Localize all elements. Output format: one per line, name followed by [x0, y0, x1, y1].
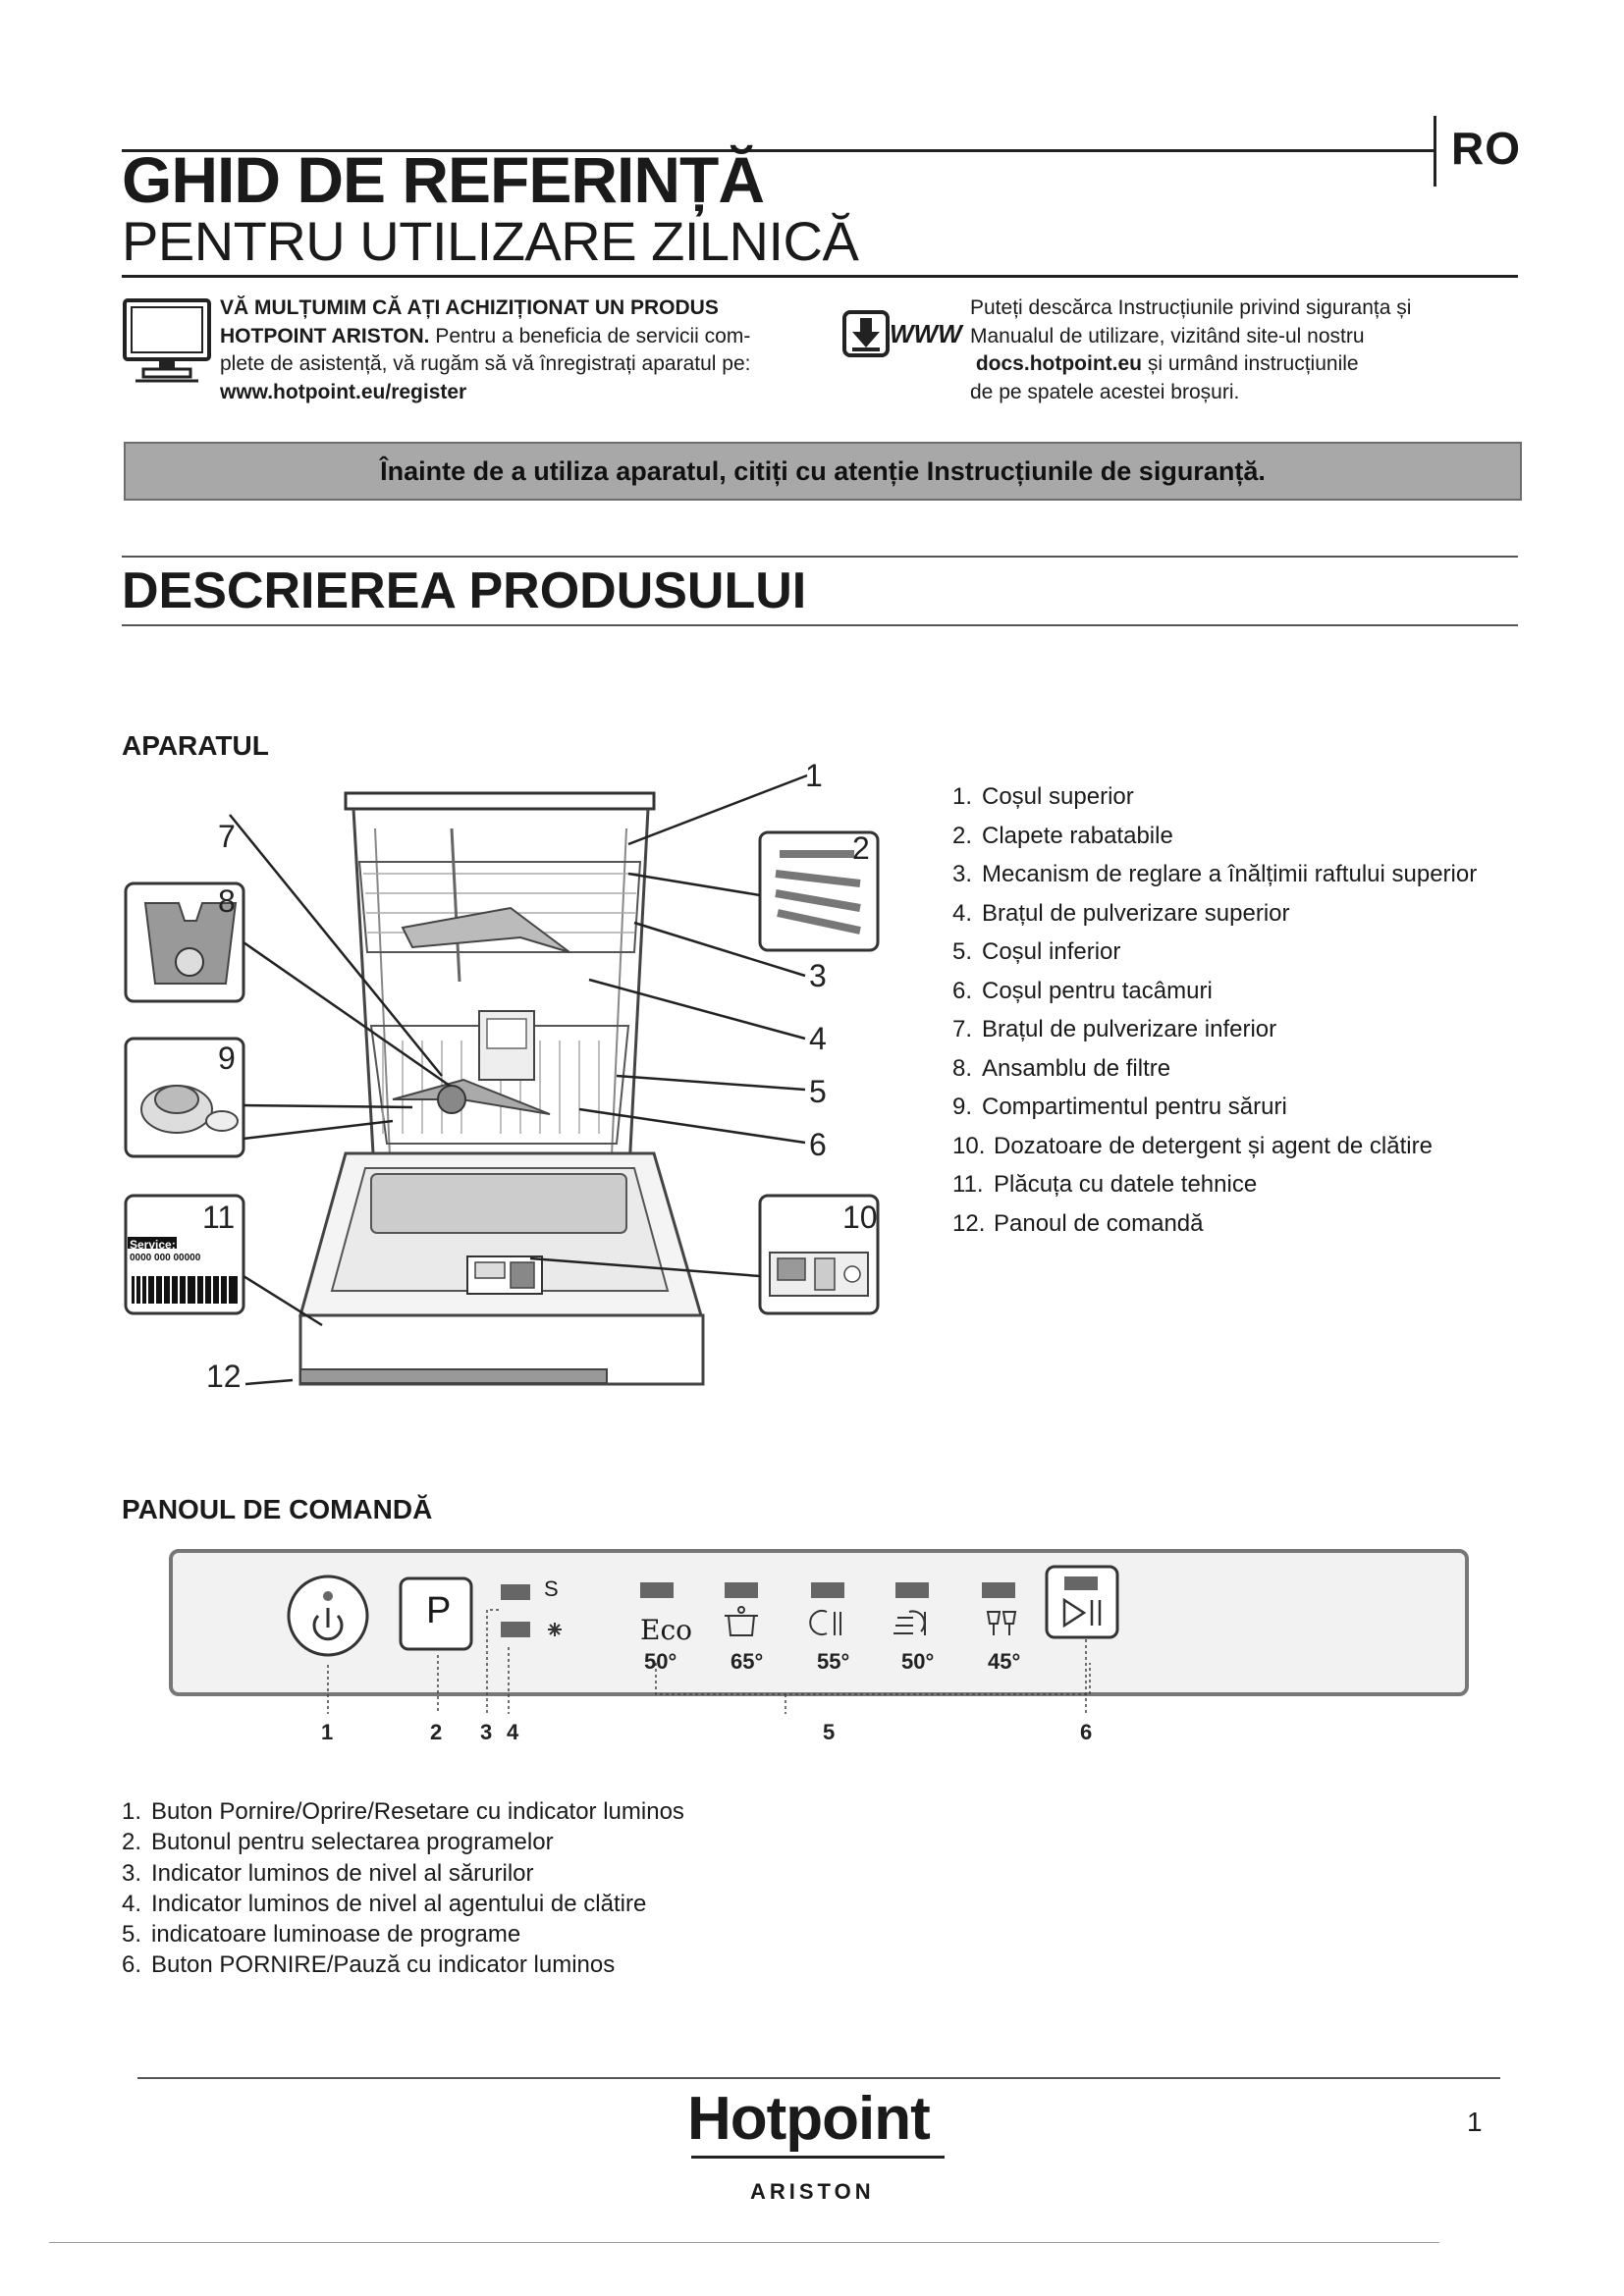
info-text-1: Pentru a beneficia de servicii com-: [429, 324, 751, 347]
download-text-1: Puteți descărca Instrucțiunile privind siguranța și: [970, 296, 1412, 319]
page-subtitle: PENTRU UTILIZARE ZILNICĂ: [122, 210, 859, 272]
panel-callout-1: 1: [321, 1720, 334, 1744]
panel-callout-5: 5: [823, 1720, 836, 1744]
appliance-heading: APARATUL: [122, 730, 269, 761]
language-divider: [1434, 116, 1436, 187]
www-label: WWW: [890, 319, 962, 348]
callout-6: 6: [809, 1127, 827, 1162]
callout-11: 11: [202, 1200, 236, 1235]
language-code: RO: [1451, 123, 1521, 174]
panel-leader-lines: [295, 1606, 1139, 1724]
callout-2: 2: [852, 830, 870, 866]
page-title: GHID DE REFERINȚĂ: [122, 143, 765, 216]
callout-9: 9: [218, 1041, 236, 1076]
temp-rapid: 50°: [901, 1649, 935, 1674]
brand-sub-logo: ARISTON: [750, 2179, 875, 2204]
info-text-2: plete de asistență, vă rugăm să vă înregistrați aparatul pe:: [220, 352, 751, 375]
list-item: 6. Buton PORNIRE/Pauză cu indicator luminos: [122, 1951, 616, 1979]
section-title: DESCRIEREA PRODUSULUI: [122, 562, 807, 619]
list-item: 1. Coșul superior: [952, 783, 1134, 810]
monitor-icon: [122, 296, 212, 392]
list-item: 9. Compartimentul pentru săruri: [952, 1094, 1287, 1120]
callout-10: 10: [842, 1200, 878, 1235]
temp-intensive: 65°: [731, 1649, 764, 1674]
footer-rule: [137, 2077, 1500, 2079]
rating-plate-label: Service:: [130, 1238, 176, 1252]
callout-3: 3: [809, 958, 827, 993]
section-top-rule: [122, 556, 1518, 558]
callout-4: 4: [809, 1021, 827, 1056]
list-item: 1. Buton Pornire/Oprire/Resetare cu indicator luminos: [122, 1798, 684, 1825]
list-item: 10. Dozatoare de detergent și agent de clătire: [952, 1132, 1433, 1159]
dishwasher-diagram: [118, 756, 903, 1394]
callout-5: 5: [809, 1074, 827, 1109]
callout-8: 8: [218, 883, 236, 919]
control-panel-heading: PANOUL DE COMANDĂ: [122, 1494, 433, 1524]
callout-1: 1: [805, 758, 823, 793]
list-item: 5. Coșul inferior: [952, 938, 1121, 965]
eco-label: Eco: [640, 1614, 692, 1646]
panel-callout-3: 3: [480, 1720, 493, 1744]
page-bottom-rule: [49, 2242, 1439, 2243]
temp-eco: 50°: [644, 1649, 677, 1674]
list-item: 3. Mecanism de reglare a înălțimii raftului superior: [952, 861, 1478, 887]
brand-text: HOTPOINT ARISTON.: [220, 324, 430, 347]
temp-glass: 45°: [988, 1649, 1021, 1674]
program-button-label: P: [426, 1590, 452, 1631]
docs-link[interactable]: docs.hotpoint.eu: [975, 352, 1142, 375]
list-item: 5. indicatoare luminoase de programe: [122, 1921, 521, 1949]
list-item: 2. Butonul pentru selectarea programelor: [122, 1829, 554, 1856]
list-item: 6. Coșul pentru tacâmuri: [952, 977, 1213, 1004]
brand-logo: Hotpoint: [687, 2085, 930, 2153]
logo-underline: [691, 2156, 945, 2159]
list-item: 7. Brațul de pulverizare inferior: [952, 1016, 1277, 1042]
register-link[interactable]: www.hotpoint.eu/register: [220, 380, 467, 403]
callout-7: 7: [218, 819, 236, 854]
panel-callout-2: 2: [430, 1720, 443, 1744]
page-number: 1: [1467, 2107, 1483, 2137]
header-bottom-rule: [122, 275, 1518, 278]
rating-plate-code: 0000 000 00000: [130, 1253, 201, 1263]
list-item: 12. Panoul de comandă: [952, 1209, 1204, 1237]
download-info: [970, 294, 1520, 406]
list-item: 11. Plăcuța cu datele tehnice: [952, 1171, 1258, 1198]
parts-list: [952, 777, 1477, 1243]
list-item: 4. Indicator luminos de nivel al agentului de clătire: [122, 1890, 647, 1917]
panel-callout-6: 6: [1080, 1720, 1093, 1744]
download-text-4: de pe spatele acestei broșuri.: [970, 380, 1240, 403]
temp-daily: 55°: [817, 1649, 850, 1674]
list-item: 4. Brațul de pulverizare superior: [952, 899, 1290, 927]
list-item: 8. Ansamblu de filtre: [952, 1054, 1171, 1082]
list-item: 2. Clapete rabatabile: [952, 822, 1173, 849]
download-text-3: și urmând instrucțiunile: [1142, 352, 1359, 375]
thanks-text: VĂ MULȚUMIM CĂ AȚI ACHIZIȚIONAT UN PRODUS: [220, 296, 719, 319]
control-panel-list: [122, 1796, 684, 1981]
callout-12: 12: [206, 1359, 242, 1394]
list-item: 3. Indicator luminos de nivel al sărurilor: [122, 1859, 534, 1887]
panel-callout-4: 4: [507, 1720, 519, 1744]
salt-symbol: S: [544, 1576, 559, 1601]
safety-banner: Înainte de a utiliza aparatul, citiți cu atenție Instrucțiunile de siguranță.: [124, 442, 1522, 501]
download-text-2: Manualul de utilizare, vizitând site-ul nostru: [970, 324, 1365, 347]
registration-info: [220, 294, 819, 406]
section-bottom-rule: [122, 624, 1518, 626]
